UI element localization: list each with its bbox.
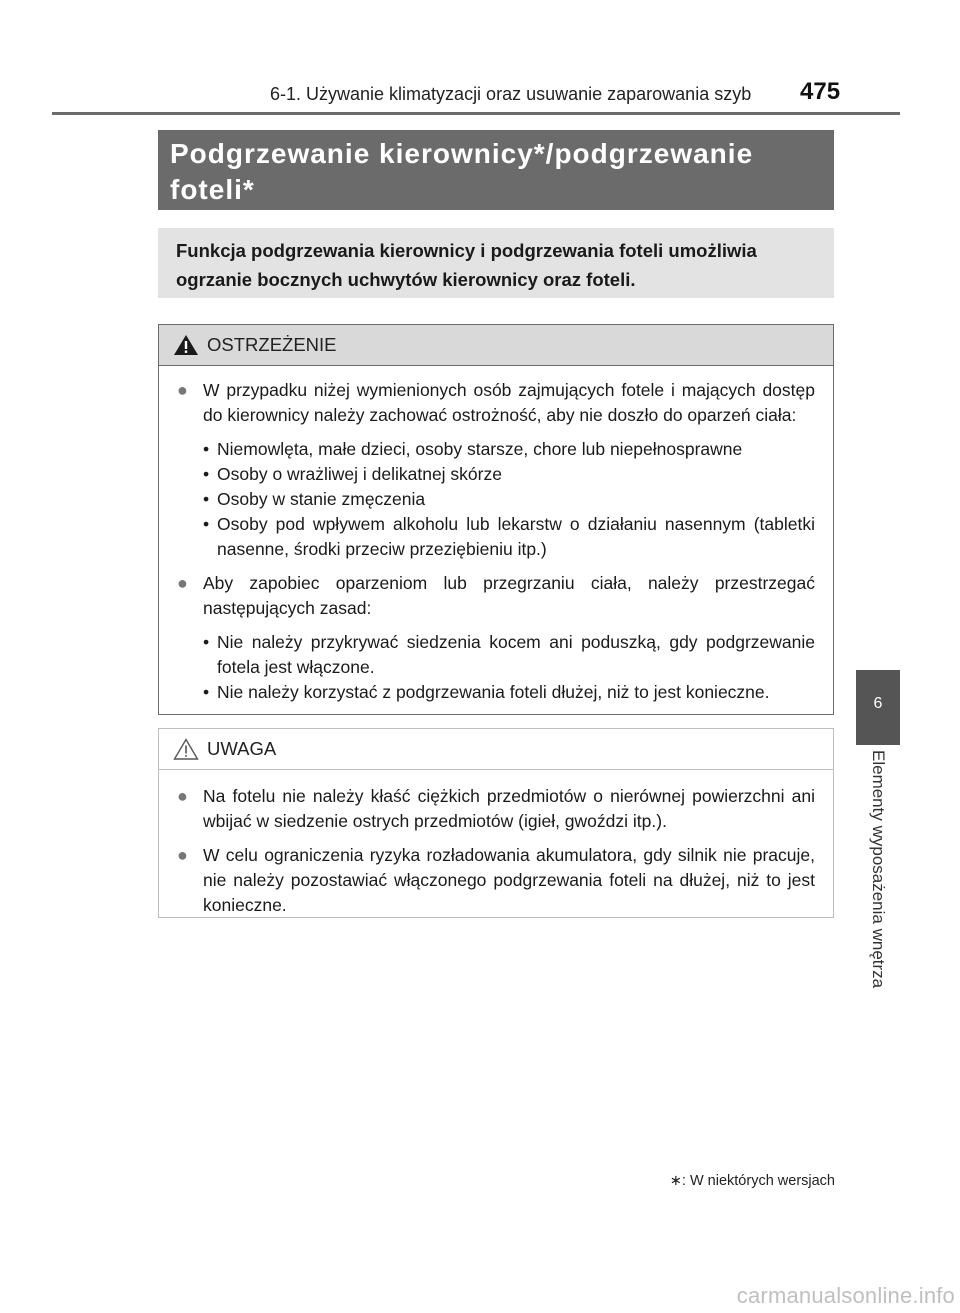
caution-title: UWAGA (207, 738, 277, 759)
warning-subitem: • Osoby o wrażliwej i delikatnej skórze (203, 464, 502, 484)
warning-triangle-icon (173, 334, 199, 356)
warning-subitem: • Niemowlęta, małe dzieci, osoby starsze, chore lub niepełnosprawne (203, 439, 743, 459)
warning-title: OSTRZEŻENIE (207, 334, 337, 355)
watermark: carmanualsonline.info (736, 1283, 955, 1308)
caution-triangle-icon (173, 738, 199, 760)
caution-item-text: Na fotelu nie należy kłaść ciężkich przedmiotów o nierównej powierzchni ani wbijać w siedzenie ostrych przedmiotów (igieł, gwoździ itp.). (203, 786, 815, 831)
warning-item-text: W przypadku niżej wymienionych osób zajmujących fotele i mających dostęp do kierownicy należy zachować ostrożność, aby nie doszło do oparzeń ciała: (203, 380, 815, 425)
caution-header (159, 729, 833, 770)
warning-subitem: • Nie należy przykrywać siedzenia kocem ani poduszką, gdy podgrzewanie fotela jest włączone. (203, 632, 815, 677)
caution-item (177, 784, 815, 834)
bullet-icon: ● (177, 845, 188, 865)
bullet-icon: ● (177, 380, 188, 400)
footnote: ∗: W niektórych wersjach (669, 1173, 835, 1189)
warning-subitem: • Osoby w stanie zmęczenia (203, 489, 426, 509)
caution-item-text: W celu ograniczenia ryzyka rozładowania akumulatora, gdy silnik nie pracuje, nie należy pozostawiać włączonego podgrzewania foteli na dłużej, niż to jest konieczne. (203, 845, 815, 915)
warning-subitem: • Osoby pod wpływem alkoholu lub lekarstw o działaniu nasennym (tabletki nasenne, środki przeciw przeziębieniu itp.) (203, 514, 815, 559)
warning-subitem: • Nie należy korzystać z podgrzewania foteli dłużej, niż to jest konieczne. (203, 682, 770, 702)
page-number: 475 (800, 78, 841, 105)
section-title: Podgrzewanie kierownicy*/podgrzewanie foteli* (158, 130, 834, 210)
warning-box (158, 324, 834, 715)
running-header-title: 6-1. Używanie klimatyzacji oraz usuwanie zaparowania szyb (270, 84, 752, 104)
chapter-tab (856, 670, 900, 745)
bullet-icon: ● (177, 573, 188, 593)
warning-item (177, 571, 815, 705)
warning-item (177, 378, 815, 562)
chapter-label: Elementy wyposażenia wnętrza (869, 750, 888, 989)
warning-item-text: Aby zapobiec oparzeniom lub przegrzaniu ciała, należy przestrzegać następujących zasad: (203, 573, 815, 618)
caution-item (177, 843, 815, 918)
bullet-icon: ● (177, 786, 188, 806)
warning-header (159, 325, 833, 366)
chapter-number: 6 (873, 695, 883, 712)
caution-box (158, 728, 834, 918)
header-divider (52, 112, 900, 115)
section-intro: Funkcja podgrzewania kierownicy i podgrzewania foteli umożliwia ogrzanie bocznych uchwytów kierownicy oraz foteli. (158, 228, 834, 298)
